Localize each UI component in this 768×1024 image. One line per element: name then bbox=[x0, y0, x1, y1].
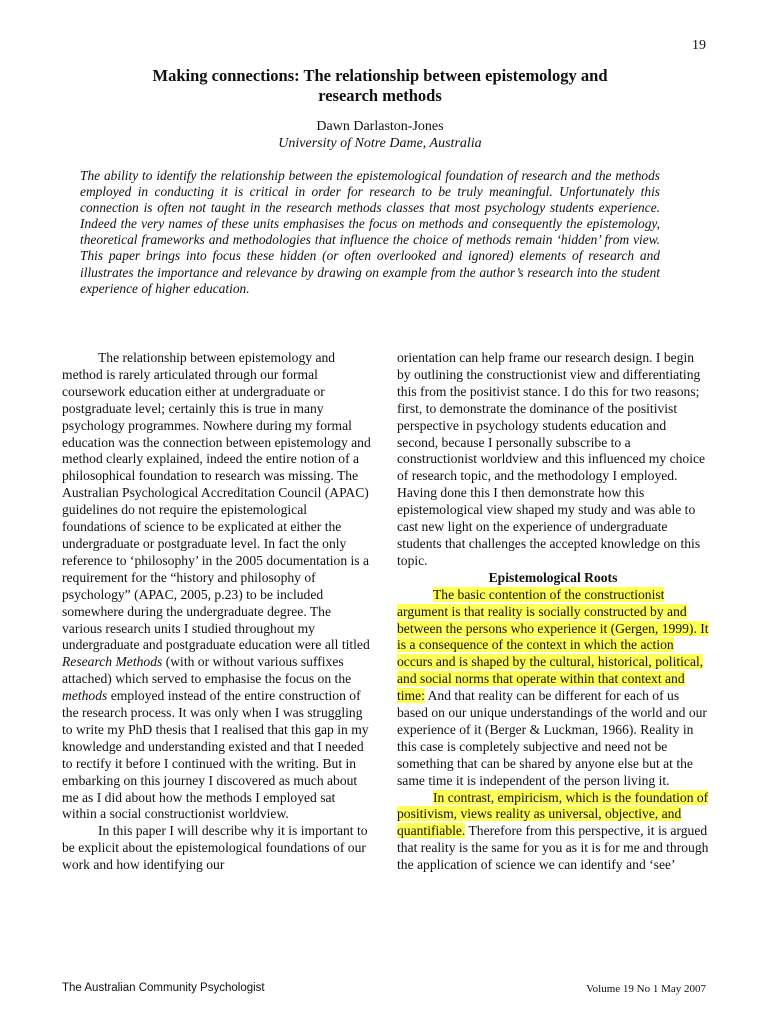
author-affiliation: University of Notre Dame, Australia bbox=[278, 136, 482, 151]
abstract: The ability to identify the relationship between the epistemological foundation of research and the methods employed in conducting it is critical in order for research to be truly meaningful. Unfortunately this connection is often not taught in the research methods classes that most psychology students experience. Indeed the very names of these units emphasises the focus on methods and consequently the epistemology, theoretical frameworks and methodologies that influence the choice of methods remain ‘hidden’ from view. This paper brings into focus these hidden (or often overlooked and ignored) elements of research and illustrates the importance and relevance by drawing on example from the author’s research into the student experience of higher education. bbox=[80, 168, 660, 296]
orientation-paragraph: orientation can help frame our research design. I begin by outlining the constructionist view and differentiating this from the positivist stance. I do this for two reasons; first, to demonstrate the dominance of the positivist perspective in psychology students education and second, because I personally subscribe to a constructionist worldview and this influenced my choice of research topic, and the methodology I employed. Having done this I then demonstrate how this epistemological view shaped my study and was able to cast new light on the experience of undergraduate students that challenges the accepted knowledge on this topic. bbox=[397, 350, 706, 568]
left-column bbox=[62, 350, 372, 874]
page-number: 19 bbox=[692, 38, 706, 53]
section-heading-epistemological-roots: Epistemological Roots bbox=[488, 569, 618, 585]
constructionist-paragraph bbox=[397, 587, 709, 790]
paper-outline-paragraph: In this paper I will describe why it is important to be explicit about the epistemological foundations of our work and how identifying our bbox=[62, 823, 368, 873]
intro-text-c: employed instead of the entire construction of the research process. It was only when I was struggling to write my PhD thesis that I realised that this gap in my knowledge and understanding existed and that I needed to rectify it before I continued with the writing. But in embarking on this journey I discovered as much about me as I did about how the methods I employed sat within a social constructionist worldview. bbox=[62, 688, 369, 822]
paper-title bbox=[60, 66, 700, 106]
right-column bbox=[397, 350, 709, 874]
highlighted-text-constructionist: The basic contention of the constructionist argument is that reality is socially constructed by and between the persons who experience it (Gergen, 1999). It is a consequence of the context in which the action occurs and is shaped by the cultural, historical, political, and social norms that operate within that context and time: bbox=[397, 586, 709, 704]
author-name: Dawn Darlaston-Jones bbox=[316, 119, 444, 134]
intro-text-b: (with or without various suffixes attached) which served to emphasise the focus on the bbox=[62, 654, 352, 687]
footer-volume-info: Volume 19 No 1 May 2007 bbox=[586, 983, 706, 995]
title-line-1: Making connections: The relationship between epistemology and bbox=[152, 66, 608, 85]
title-line-2: research methods bbox=[318, 86, 442, 105]
highlighted-text-empiricism: In contrast, empiricism, which is the foundation of positivism, views reality as universal, objective, and quantifiable. bbox=[397, 789, 709, 839]
empiricism-paragraph bbox=[397, 790, 709, 875]
constructionist-text-rest: And that reality can be different for each of us based on our unique understandings of the world and our experience of it (Berger & Luckman, 1966). Reality in this case is completely subjective and need not be something that can be shared by anyone else but at the same time it is independent of the person living it. bbox=[397, 688, 707, 788]
intro-emphasis-methods: methods bbox=[62, 688, 108, 704]
intro-emphasis-research-methods: Research Methods bbox=[62, 654, 163, 670]
intro-text-a: The relationship between epistemology and method is rarely articulated through our formal coursework education either at undergraduate or postgraduate level; certainly this is true in many psychology programmes. Nowhere during my formal education was the connection between epistemology and method clearly explained, indeed the entire notion of a philosophical foundation to research was missing. The Australian Psychological Accreditation Council (APAC) guidelines do not require the epistemological foundations of science to be explicated at either the undergraduate or postgraduate level. In fact the only reference to ‘philosophy’ in the 2005 documentation is a requirement for the “history and philosophy of psychology” (APAC, 2005, p.23) to be included somewhere during the undergraduate degree. The various research units I studied throughout my undergraduate and postgraduate education were all titled bbox=[62, 350, 371, 653]
footer-journal-name: The Australian Community Psychologist bbox=[62, 982, 265, 994]
empiricism-text-rest: Therefore from this perspective, it is argued that reality is the same for you as it is for me and through the application of science we can identify and ‘see’ bbox=[397, 823, 709, 873]
intro-paragraph bbox=[62, 350, 372, 823]
